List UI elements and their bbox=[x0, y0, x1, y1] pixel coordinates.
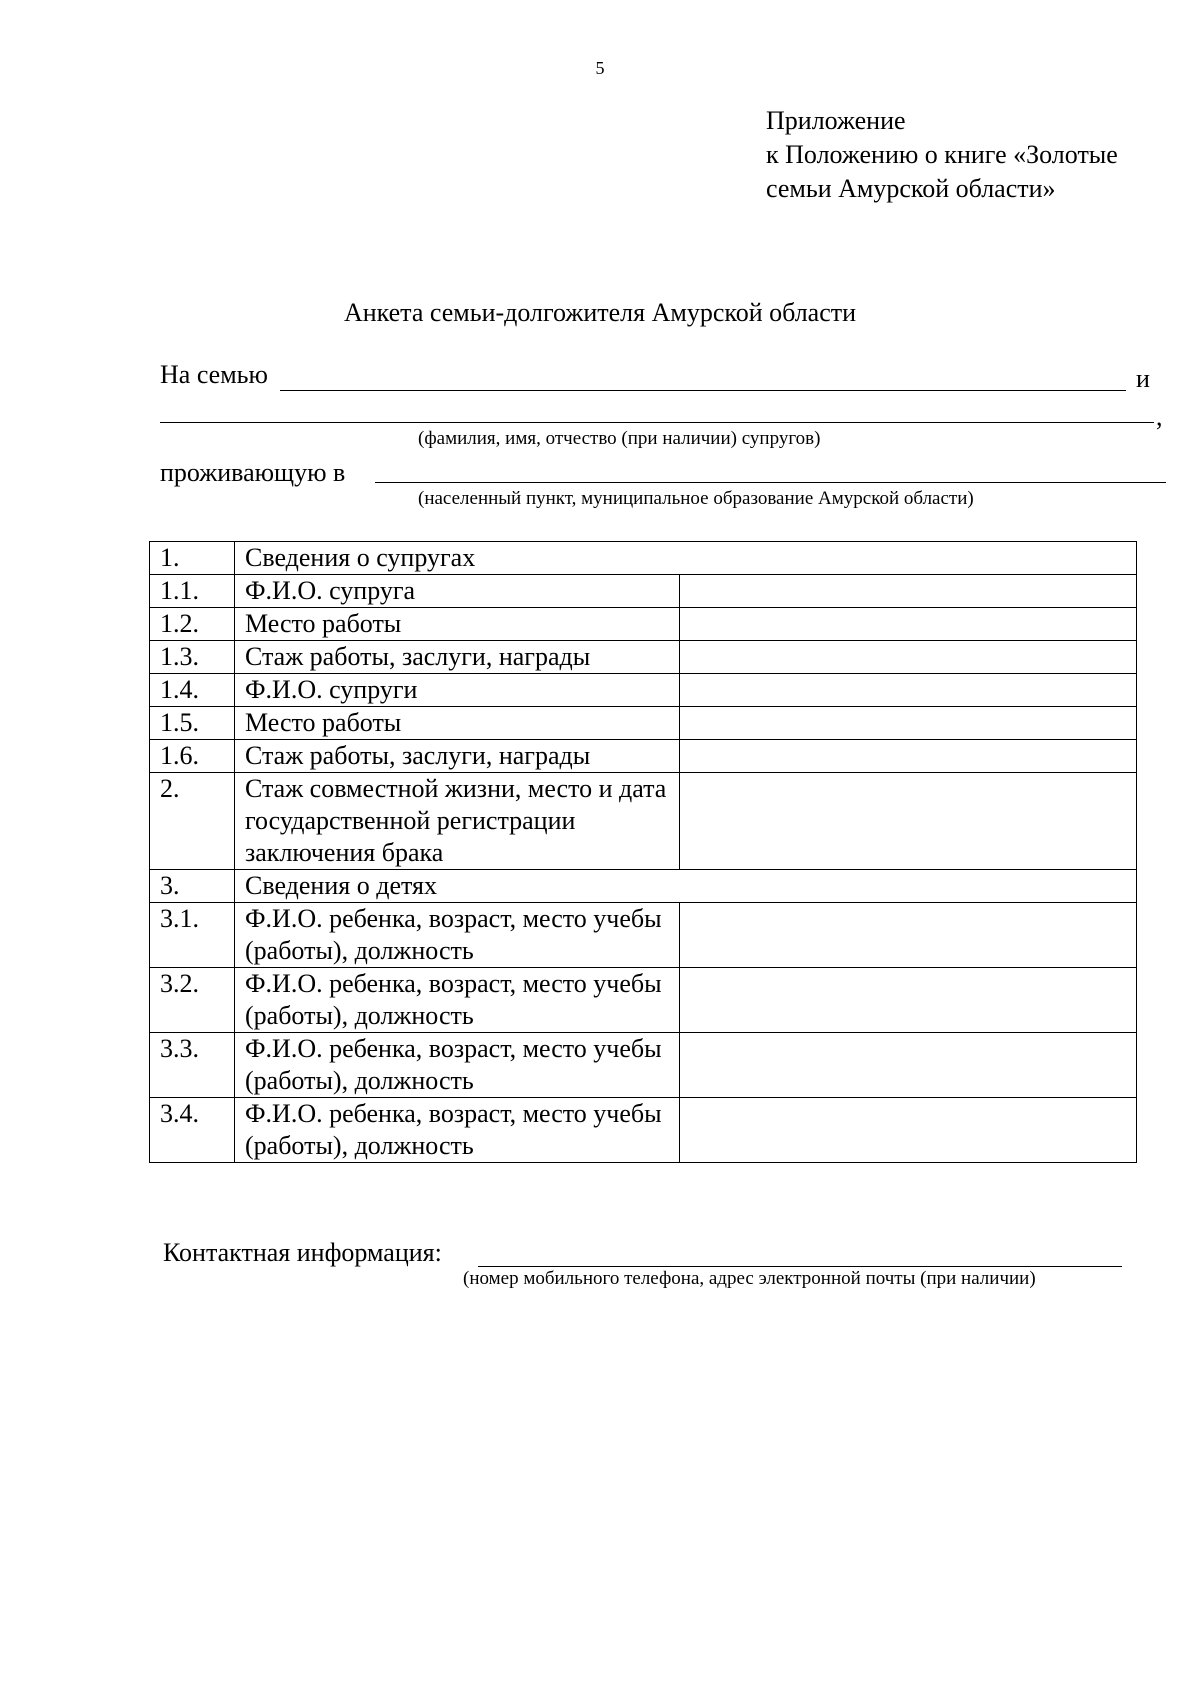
residence-field[interactable] bbox=[375, 482, 1166, 483]
row-value-field[interactable] bbox=[680, 968, 1137, 1033]
table-row bbox=[150, 608, 1137, 641]
table-row bbox=[150, 641, 1137, 674]
table-row bbox=[150, 1098, 1137, 1163]
row-value-field[interactable] bbox=[680, 903, 1137, 968]
row-value-field[interactable] bbox=[680, 773, 1137, 870]
row-value-field[interactable] bbox=[680, 641, 1137, 674]
row-value-field[interactable] bbox=[680, 674, 1137, 707]
row-number: 1. bbox=[150, 542, 235, 575]
family-name-field[interactable] bbox=[280, 390, 1126, 391]
row-label: Место работы bbox=[235, 707, 680, 740]
table-row bbox=[150, 740, 1137, 773]
form-title: Анкета семьи-долгожителя Амурской области bbox=[343, 298, 857, 327]
family-comma: , bbox=[1156, 402, 1163, 431]
row-number: 1.4. bbox=[150, 674, 235, 707]
appendix-header bbox=[766, 104, 1118, 206]
family-caption: (фамилия, имя, отчество (при наличии) супругов) bbox=[418, 428, 821, 449]
family-label: На семью bbox=[160, 360, 268, 389]
table-row bbox=[150, 773, 1137, 870]
contact-caption: (номер мобильного телефона, адрес электронной почты (при наличии) bbox=[463, 1268, 1036, 1289]
row-label: Ф.И.О. ребенка, возраст, место учебы (работы), должность bbox=[235, 1033, 680, 1098]
table-row bbox=[150, 674, 1137, 707]
row-value-field[interactable] bbox=[680, 608, 1137, 641]
table-row bbox=[150, 903, 1137, 968]
row-value-field[interactable] bbox=[680, 1033, 1137, 1098]
row-label: Стаж работы, заслуги, награды bbox=[235, 641, 680, 674]
row-value-field[interactable] bbox=[680, 1098, 1137, 1163]
row-number: 1.2. bbox=[150, 608, 235, 641]
table-row bbox=[150, 575, 1137, 608]
table-row bbox=[150, 1033, 1137, 1098]
appendix-line-2: к Положению о книге «Золотые bbox=[766, 140, 1118, 169]
row-number: 3.3. bbox=[150, 1033, 235, 1098]
row-label: Стаж работы, заслуги, награды bbox=[235, 740, 680, 773]
row-label: Сведения о детях bbox=[235, 870, 1137, 903]
family-info-table bbox=[149, 541, 1137, 1163]
row-value-field[interactable] bbox=[680, 707, 1137, 740]
row-label: Ф.И.О. супруги bbox=[235, 674, 680, 707]
row-label: Место работы bbox=[235, 608, 680, 641]
table-row bbox=[150, 707, 1137, 740]
page-number: 5 bbox=[595, 58, 605, 78]
residence-caption: (населенный пункт, муниципальное образование Амурской области) bbox=[418, 488, 974, 509]
row-label: Сведения о супругах bbox=[235, 542, 1137, 575]
row-number: 3. bbox=[150, 870, 235, 903]
row-number: 1.6. bbox=[150, 740, 235, 773]
residence-label: проживающую в bbox=[160, 458, 346, 487]
contact-label: Контактная информация: bbox=[163, 1238, 442, 1267]
row-number: 1.1. bbox=[150, 575, 235, 608]
table-row-section-1 bbox=[150, 542, 1137, 575]
row-number: 3.2. bbox=[150, 968, 235, 1033]
row-label: Стаж совместной жизни, место и дата государственной регистрации заключения брака bbox=[235, 773, 680, 870]
table-row-section-3 bbox=[150, 870, 1137, 903]
contact-field[interactable] bbox=[478, 1266, 1122, 1267]
row-number: 1.3. bbox=[150, 641, 235, 674]
row-number: 3.1. bbox=[150, 903, 235, 968]
row-number: 2. bbox=[150, 773, 235, 870]
row-number: 1.5. bbox=[150, 707, 235, 740]
row-label: Ф.И.О. супруга bbox=[235, 575, 680, 608]
family-name-field-2[interactable] bbox=[160, 422, 1154, 423]
row-value-field[interactable] bbox=[680, 575, 1137, 608]
row-number: 3.4. bbox=[150, 1098, 235, 1163]
appendix-line-3: семьи Амурской области» bbox=[766, 174, 1056, 203]
family-suffix: и bbox=[1136, 364, 1150, 393]
row-value-field[interactable] bbox=[680, 740, 1137, 773]
table-row bbox=[150, 968, 1137, 1033]
row-label: Ф.И.О. ребенка, возраст, место учебы (работы), должность bbox=[235, 968, 680, 1033]
row-label: Ф.И.О. ребенка, возраст, место учебы (работы), должность bbox=[235, 1098, 680, 1163]
appendix-line-1: Приложение bbox=[766, 106, 906, 135]
row-label: Ф.И.О. ребенка, возраст, место учебы (работы), должность bbox=[235, 903, 680, 968]
